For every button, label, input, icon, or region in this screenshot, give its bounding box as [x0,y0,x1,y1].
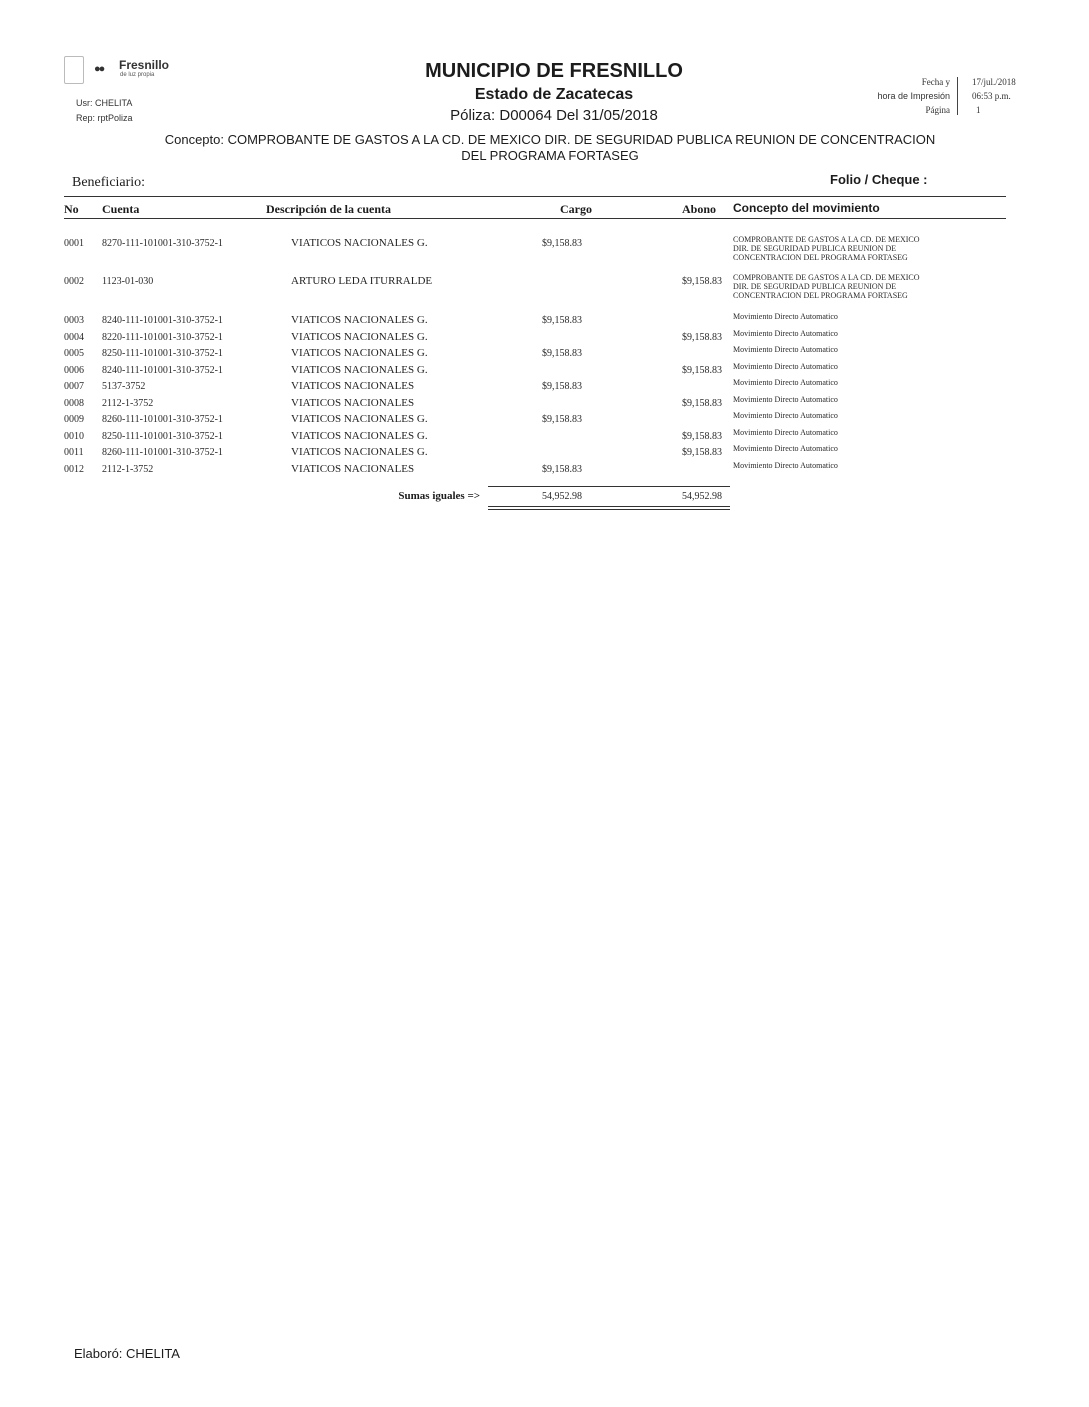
concepto-block [70,132,1030,164]
row-number: 0006 [64,365,84,376]
col-header-descripcion: Descripción de la cuenta [266,202,391,216]
row-number: 0007 [64,381,84,392]
row-concepto-movimiento [733,378,993,387]
total-abono: 54,952.98 [682,491,722,502]
row-descripcion: VIATICOS NACIONALES G. [291,364,428,376]
municipality-logo [64,56,194,86]
row-cuenta: 8250-111-101001-310-3752-1 [102,431,223,442]
row-cuenta: 5137-3752 [102,381,146,392]
row-concepto-movimiento [733,444,993,453]
row-cuenta: 8240-111-101001-310-3752-1 [102,365,223,376]
row-concepto-movimiento [733,345,993,354]
logo-brand: Fresnillo [119,58,170,72]
row-concepto-movimiento [733,312,993,321]
poliza-line: Póliza: D00064 Del 31/05/2018 [450,107,658,124]
page-label: Página [925,105,950,115]
row-number: 0005 [64,348,84,359]
row-cargo: $9,158.83 [542,315,582,326]
row-descripcion: VIATICOS NACIONALES [291,397,415,409]
print-date-value: 17/jul./2018 [972,77,1016,87]
print-time-value: 06:53 p.m. [972,91,1011,101]
row-cuenta: 8250-111-101001-310-3752-1 [102,348,223,359]
print-info-divider [957,77,958,115]
row-number: 0011 [64,447,84,458]
row-cargo: $9,158.83 [542,238,582,249]
row-cuenta: 8270-111-101001-310-3752-1 [102,238,223,249]
totals-label: Sumas iguales => [398,490,480,502]
row-descripcion: VIATICOS NACIONALES G. [291,331,428,343]
row-concepto-movimiento [733,329,993,338]
total-cargo: 54,952.98 [542,491,582,502]
row-number: 0003 [64,315,84,326]
row-number: 0010 [64,431,84,442]
row-abono: $9,158.83 [682,447,722,458]
row-number: 0002 [64,276,84,287]
header-rule-bottom [64,218,1006,219]
elaboro-label: Elaboró: CHELITA [74,1346,180,1361]
page-subtitle: Estado de Zacatecas [474,86,634,103]
logo-dots-icon: ●● [94,63,104,75]
row-descripcion: VIATICOS NACIONALES G. [291,446,428,458]
row-cargo: $9,158.83 [542,414,582,425]
row-concepto-movimiento [733,428,993,437]
concepto-movimiento-line: DIR. DE SEGURIDAD PUBLICA REUNION DE [733,244,897,253]
beneficiario-label: Beneficiario: [72,175,146,190]
row-descripcion: VIATICOS NACIONALES G. [291,413,428,425]
col-header-abono: Abono [682,202,717,216]
row-abono: $9,158.83 [682,398,722,409]
row-cuenta: 8260-111-101001-310-3752-1 [102,447,223,458]
concepto-line-1: Concepto: COMPROBANTE DE GASTOS A LA CD. DE MEXICO DIR. DE SEGURIDAD PUBLICA REUNION DE CONCENTRACION [164,132,936,147]
row-cuenta: 8220-111-101001-310-3752-1 [102,332,223,343]
row-concepto-movimiento [733,411,993,420]
concepto-movimiento-line: CONCENTRACION DEL PROGRAMA FORTASEG [733,291,908,300]
row-cuenta: 8240-111-101001-310-3752-1 [102,315,223,326]
row-cuenta: 8260-111-101001-310-3752-1 [102,414,223,425]
row-descripcion: VIATICOS NACIONALES G. [291,430,428,442]
report-label: Rep: rptPoliza [76,113,133,123]
concepto-movimiento-line: Movimiento Directo Automatico [733,411,838,420]
row-cargo: $9,158.83 [542,348,582,359]
totals-rule-double-2 [488,509,730,510]
logo-brand-sub: de luz propia [120,72,155,78]
print-time-label: hora de Impresión [877,91,950,101]
row-descripcion: VIATICOS NACIONALES [291,380,415,392]
concepto-movimiento-line: Movimiento Directo Automatico [733,312,838,321]
totals-rule-top [488,486,730,487]
row-descripcion: VIATICOS NACIONALES G. [291,347,428,359]
col-header-no: No [64,202,79,216]
concepto-movimiento-line: Movimiento Directo Automatico [733,428,838,437]
col-header-concepto: Concepto del movimiento [733,201,880,215]
row-concepto-movimiento [733,362,993,371]
row-descripcion: ARTURO LEDA ITURRALDE [291,275,433,287]
concepto-movimiento-line: COMPROBANTE DE GASTOS A LA CD. DE MEXICO [733,273,920,282]
concepto-movimiento-line: Movimiento Directo Automatico [733,395,838,404]
row-abono: $9,158.83 [682,431,722,442]
concepto-movimiento-line: Movimiento Directo Automatico [733,329,838,338]
row-concepto-movimiento [733,461,993,470]
row-cuenta: 1123-01-030 [102,276,154,287]
row-number: 0009 [64,414,84,425]
row-abono: $9,158.83 [682,276,722,287]
row-concepto-movimiento [733,273,993,300]
concepto-movimiento-line: DIR. DE SEGURIDAD PUBLICA REUNION DE [733,282,897,291]
row-number: 0012 [64,464,84,475]
folio-cheque-label: Folio / Cheque : [830,172,928,187]
row-abono: $9,158.83 [682,365,722,376]
row-number: 0008 [64,398,84,409]
row-number: 0004 [64,332,84,343]
col-header-cargo: Cargo [560,202,592,216]
coat-of-arms-icon [64,56,84,84]
col-header-cuenta: Cuenta [102,202,140,216]
row-cargo: $9,158.83 [542,464,582,475]
concepto-movimiento-line: Movimiento Directo Automatico [733,345,838,354]
user-label: Usr: CHELITA [76,98,133,108]
row-descripcion: VIATICOS NACIONALES G. [291,237,428,249]
concepto-movimiento-line: COMPROBANTE DE GASTOS A LA CD. DE MEXICO [733,235,920,244]
row-number: 0001 [64,238,84,249]
row-abono: $9,158.83 [682,332,722,343]
concepto-movimiento-line: Movimiento Directo Automatico [733,461,838,470]
row-cuenta: 2112-1-3752 [102,398,154,409]
concepto-movimiento-line: Movimiento Directo Automatico [733,378,838,387]
row-concepto-movimiento [733,235,993,262]
concepto-movimiento-line: Movimiento Directo Automatico [733,444,838,453]
row-descripcion: VIATICOS NACIONALES [291,463,415,475]
page-number-value: 1 [976,105,981,115]
row-cuenta: 2112-1-3752 [102,464,154,475]
row-concepto-movimiento [733,395,993,404]
header-rule-top [64,196,1006,197]
concepto-movimiento-line: CONCENTRACION DEL PROGRAMA FORTASEG [733,253,908,262]
page-title: MUNICIPIO DE FRESNILLO [425,60,683,82]
concepto-movimiento-line: Movimiento Directo Automatico [733,362,838,371]
row-cargo: $9,158.83 [542,381,582,392]
totals-rule-double-1 [488,506,730,507]
row-descripcion: VIATICOS NACIONALES G. [291,314,428,326]
concepto-line-2: DEL PROGRAMA FORTASEG [461,148,639,163]
print-date-label: Fecha y [921,77,950,87]
